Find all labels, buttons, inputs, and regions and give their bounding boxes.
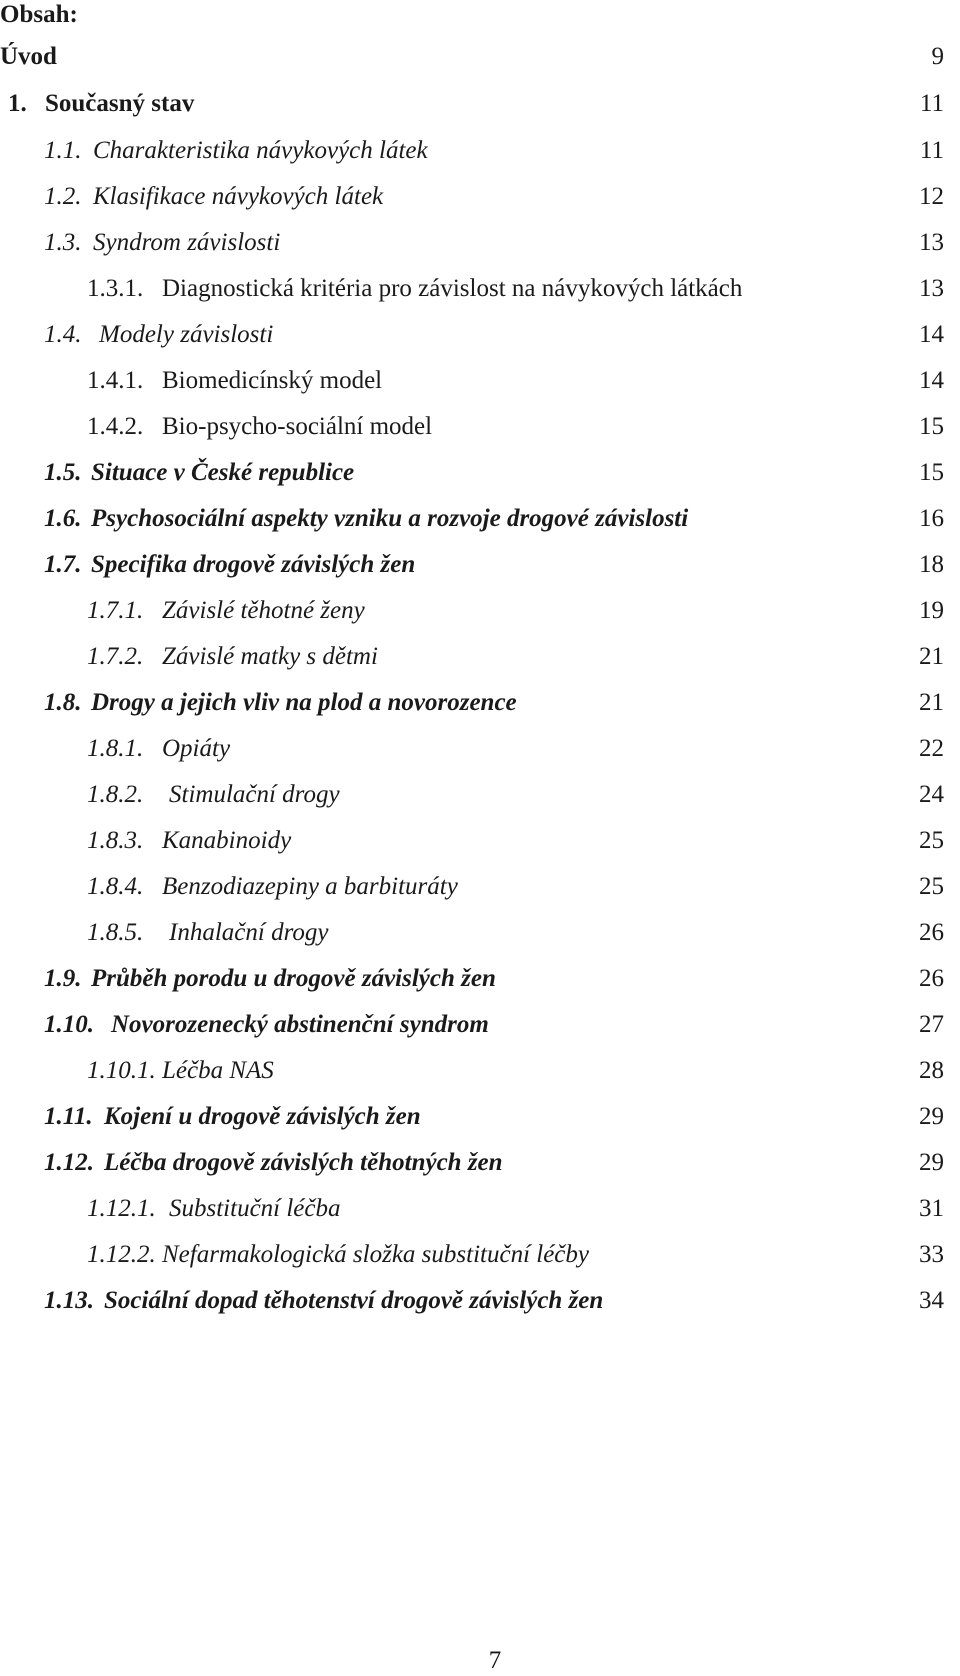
toc-entry-number: 1.10. <box>44 1011 94 1038</box>
toc-entry-number: 1.4.1. <box>87 367 144 394</box>
toc-entry-number: 1.1. <box>44 137 82 164</box>
toc-entry-section <box>0 1286 960 1316</box>
toc-entry-title: Kojení u drogově závislých žen <box>104 1103 421 1130</box>
toc-entry-section <box>0 550 960 580</box>
toc-entry-section <box>0 136 960 166</box>
toc-entry-title: Závislé matky s dětmi <box>162 643 378 670</box>
toc-entry-number: 1.8.3. <box>87 827 144 854</box>
toc-page-number: 12 <box>919 183 944 210</box>
toc-page-number: 21 <box>919 689 944 716</box>
toc-entry-subsection <box>0 274 960 304</box>
toc-entry-number: 1.3.1. <box>87 275 144 302</box>
toc-entry-subsection <box>0 366 960 396</box>
toc-page-number: 22 <box>919 735 944 762</box>
toc-page-number: 18 <box>919 551 944 578</box>
toc-page-number: 14 <box>919 321 944 348</box>
toc-entry-title: Specifika drogově závislých žen <box>91 551 416 578</box>
toc-entry-subsection <box>0 1056 960 1086</box>
toc-page-number: 33 <box>919 1241 944 1268</box>
toc-page-number: 14 <box>919 367 944 394</box>
toc-entry-title: Sociální dopad těhotenství drogově závislých žen <box>104 1287 604 1314</box>
toc-page-number: 13 <box>919 275 944 302</box>
toc-page-number: 11 <box>919 137 944 164</box>
toc-entry-number: 1.7.1. <box>87 597 144 624</box>
toc-page-number: 26 <box>919 919 944 946</box>
toc-page-number: 13 <box>919 229 944 256</box>
toc-entry-number: 1.5. <box>44 459 82 486</box>
toc-page-number: 34 <box>919 1287 944 1314</box>
toc-page-number: 9 <box>931 43 944 70</box>
toc-entry-number: 1.7.2. <box>87 643 144 670</box>
toc-entry-title: Léčba NAS <box>162 1057 274 1084</box>
toc-entry-intro <box>0 42 960 72</box>
toc-entry-number: 1.8.4. <box>87 873 144 900</box>
toc-entry-section <box>0 1102 960 1132</box>
toc-entry-section <box>0 504 960 534</box>
toc-entry-title: Charakteristika návykových látek <box>93 137 428 164</box>
toc-entry-subsection <box>0 734 960 764</box>
toc-entry-title: Nefarmakologická složka substituční léčby <box>162 1241 590 1268</box>
toc-entry-title: Biomedicínský model <box>162 367 383 394</box>
toc-entry-section <box>0 458 960 488</box>
toc-entry-title: Benzodiazepiny a barbituráty <box>162 873 458 900</box>
toc-entry-subsection <box>0 918 960 948</box>
toc-page-number: 21 <box>919 643 944 670</box>
toc-entry-number: 1.9. <box>44 965 82 992</box>
toc-entry-title: Syndrom závislosti <box>93 229 281 256</box>
toc-entry-title: Diagnostická kritéria pro závislost na návykových látkách <box>162 275 743 302</box>
toc-entry-subsection <box>0 1240 960 1270</box>
toc-entry-number: 1.7. <box>44 551 82 578</box>
toc-entry-title: Průběh porodu u drogově závislých žen <box>91 965 496 992</box>
toc-entry-number: 1.6. <box>44 505 82 532</box>
toc-entry-subsection <box>0 596 960 626</box>
toc-entry-title: Klasifikace návykových látek <box>93 183 384 210</box>
toc-entry-section <box>0 320 960 350</box>
toc-page-number: 27 <box>919 1011 944 1038</box>
toc-entry-section <box>0 182 960 212</box>
toc-page-number: 29 <box>919 1103 944 1130</box>
toc-entry-number: 1.2. <box>44 183 82 210</box>
toc-entry-title: Novorozenecký abstinenční syndrom <box>111 1011 489 1038</box>
toc-page-number: 19 <box>919 597 944 624</box>
toc-entry-subsection <box>0 872 960 902</box>
toc-entry-number: 1.4. <box>44 321 82 348</box>
toc-entry-title: Situace v České republice <box>91 459 355 486</box>
toc-entry-title: Substituční léčba <box>169 1195 341 1222</box>
toc-entry-number: 1.8.2. <box>87 781 144 808</box>
toc-entry-number: 1.8.1. <box>87 735 144 762</box>
toc-entry-section <box>0 228 960 258</box>
toc-entry-number: 1.12. <box>44 1149 94 1176</box>
toc-entry-number: 1.3. <box>44 229 82 256</box>
toc-entry-title: Modely závislosti <box>99 321 274 348</box>
toc-entry-section <box>0 688 960 718</box>
toc-entry-section <box>0 1148 960 1178</box>
toc-entry-subsection <box>0 826 960 856</box>
toc-page-number: 25 <box>919 873 944 900</box>
toc-entry-number: 1.8. <box>44 689 82 716</box>
toc-entry-number: 1.12.1. <box>87 1195 156 1222</box>
toc-entry-title: Psychosociální aspekty vzniku a rozvoje drogové závislosti <box>91 505 689 532</box>
toc-page-number: 28 <box>919 1057 944 1084</box>
toc-page-number: 11 <box>919 90 944 117</box>
toc-entry-number: 1.10.1. <box>87 1057 156 1084</box>
toc-entry-title: Opiáty <box>162 735 231 762</box>
toc-entry-title: Drogy a jejich vliv na plod a novorozence <box>91 689 517 716</box>
toc-entry-title: Závislé těhotné ženy <box>162 597 365 624</box>
toc-entry-title: Současný stav <box>45 90 195 117</box>
toc-entry-title: Kanabinoidy <box>162 827 292 854</box>
toc-entry-number: 1.8.5. <box>87 919 144 946</box>
toc-entry-chapter-1 <box>0 89 960 119</box>
toc-entry-title: Stimulační drogy <box>169 781 340 808</box>
toc-entry-title: Inhalační drogy <box>169 919 329 946</box>
toc-entry-label: Úvod <box>0 43 57 70</box>
toc-page-number: 16 <box>919 505 944 532</box>
toc-entry-section <box>0 1010 960 1040</box>
toc-page-number: 25 <box>919 827 944 854</box>
page-title: Obsah: <box>0 1 78 28</box>
toc-entry-section <box>0 964 960 994</box>
toc-entry-number: 1.4.2. <box>87 413 144 440</box>
toc-page-number: 26 <box>919 965 944 992</box>
toc-page-number: 15 <box>919 459 944 486</box>
page-number-footer: 7 <box>488 1647 502 1674</box>
toc-entry-number: 1.11. <box>44 1103 93 1130</box>
toc-entry-title: Bio-psycho-sociální model <box>162 413 433 440</box>
toc-page-number: 15 <box>919 413 944 440</box>
toc-entry-number: 1. <box>8 90 27 117</box>
toc-entry-number: 1.13. <box>44 1287 94 1314</box>
toc-entry-number: 1.12.2. <box>87 1241 156 1268</box>
toc-entry-subsection <box>0 412 960 442</box>
toc-entry-title: Léčba drogově závislých těhotných žen <box>104 1149 503 1176</box>
toc-entry-subsection <box>0 642 960 672</box>
toc-entry-subsection <box>0 1194 960 1224</box>
toc-page-number: 31 <box>919 1195 944 1222</box>
toc-page-number: 24 <box>919 781 944 808</box>
toc-entry-subsection <box>0 780 960 810</box>
toc-page-number: 29 <box>919 1149 944 1176</box>
